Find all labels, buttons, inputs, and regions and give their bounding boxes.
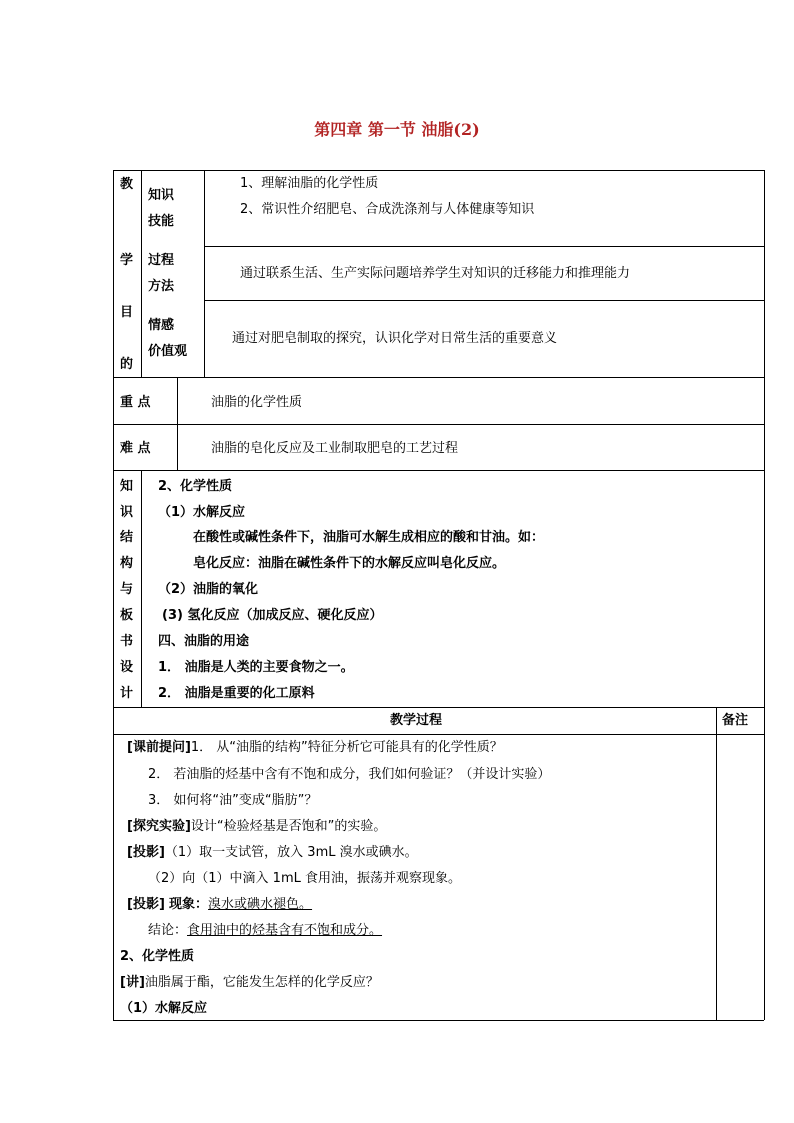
- key-point-text: 油脂的化学性质: [211, 395, 303, 410]
- board-label-char: 识: [120, 505, 134, 520]
- question-1-text: 1． 从“油脂的结构”特征分析它可能具有的化学性质？: [190, 740, 503, 755]
- emotion-label: 价值观: [148, 344, 188, 359]
- projection-1: [127, 845, 418, 861]
- knowledge-label: 技能: [148, 214, 175, 229]
- knowledge-item: 1、理解油脂的化学性质: [240, 176, 379, 191]
- conclusion-text: 食用油中的烃基含有不饱和成分。: [187, 923, 383, 938]
- lecture-text: 油脂属于酯，它能发生怎样的化学反应？: [144, 975, 379, 990]
- explore-experiment: [127, 819, 386, 835]
- question-3: 3． 如何将“油”变成“脂肪”？: [148, 793, 318, 808]
- board-label-char: 设: [120, 660, 134, 675]
- lecture-tag: [讲]: [120, 975, 145, 990]
- board-label-char: 书: [120, 634, 134, 649]
- key-point-label: 重 点: [120, 395, 151, 410]
- question-2: 2． 若油脂的烃基中含有不饱和成分，我们如何验证？（并设计实验）: [148, 767, 551, 782]
- preclass-question-tag: [课前提问]: [127, 740, 191, 755]
- phenomenon-label: 现象：: [169, 897, 209, 912]
- board-line: 1． 油脂是人类的主要食物之一。: [158, 660, 354, 675]
- projection-1-continued: （2）向（1）中滴入 1mL 食用油，振荡并观察现象。: [148, 871, 461, 886]
- board-label-char: 知: [120, 479, 134, 494]
- emotion-text: 通过对肥皂制取的探究，认识化学对日常生活的重要意义: [232, 331, 558, 346]
- conclusion-label: 结论：: [148, 923, 188, 938]
- explore-text: 设计“检验烃基是否饱和”的实验。: [190, 819, 387, 834]
- lecture: [120, 975, 379, 991]
- conclusion: [148, 923, 382, 939]
- board-line: 2． 油脂是重要的化工原料: [158, 686, 315, 701]
- board-label-char: 与: [120, 582, 134, 597]
- difficult-point-text: 油脂的皂化反应及工业制取肥皂的工艺过程: [211, 441, 459, 456]
- objectives-label-char: 教: [120, 177, 134, 192]
- projection-tag: [投影]: [127, 897, 165, 912]
- board-label-char: 计: [120, 686, 134, 701]
- objectives-label-char: 目: [120, 305, 134, 320]
- section-heading: 2、化学性质: [120, 949, 195, 964]
- board-line: 皂化反应：油脂在碱性条件下的水解反应叫皂化反应。: [193, 556, 506, 571]
- projection-tag: [投影]: [127, 845, 165, 860]
- knowledge-item: 2、常识性介绍肥皂、合成洗涤剂与人体健康等知识: [240, 202, 535, 217]
- projection-2: [127, 897, 312, 913]
- board-label-char: 结: [120, 530, 134, 545]
- board-line: （2）油脂的氧化: [158, 582, 259, 597]
- board-line: 2、化学性质: [158, 479, 233, 494]
- subsection-heading: （1）水解反应: [120, 1001, 208, 1016]
- projection-1-text: （1）取一支试管，放入 3mL 溴水或碘水。: [164, 845, 418, 860]
- board-label-char: 板: [120, 608, 134, 623]
- board-line: （1）水解反应: [158, 505, 246, 520]
- explore-tag: [探究实验]: [127, 819, 191, 834]
- question-1: [127, 740, 503, 756]
- process-header: 教学过程: [390, 713, 443, 728]
- objectives-label-char: 的: [120, 357, 134, 372]
- notes-header: 备注: [722, 713, 749, 728]
- emotion-label: 情感: [148, 318, 175, 333]
- process-text: 通过联系生活、生产实际问题培养学生对知识的迁移能力和推理能力: [240, 266, 631, 281]
- board-line: 在酸性或碱性条件下，油脂可水解生成相应的酸和甘油。如：: [193, 530, 545, 545]
- process-label: 方法: [148, 279, 175, 294]
- knowledge-label: 知识: [148, 188, 175, 203]
- phenomenon-text: 溴水或碘水褪色。: [208, 897, 313, 912]
- objectives-label-char: 学: [120, 253, 134, 268]
- difficult-point-label: 难 点: [120, 441, 151, 456]
- board-label-char: 构: [120, 556, 134, 571]
- process-label: 过程: [148, 253, 175, 268]
- board-line: (3) 氢化反应（加成反应、硬化反应）: [162, 608, 383, 623]
- page-title: 第四章 第一节 油脂(2): [314, 120, 480, 139]
- board-line: 四、油脂的用途: [158, 634, 250, 649]
